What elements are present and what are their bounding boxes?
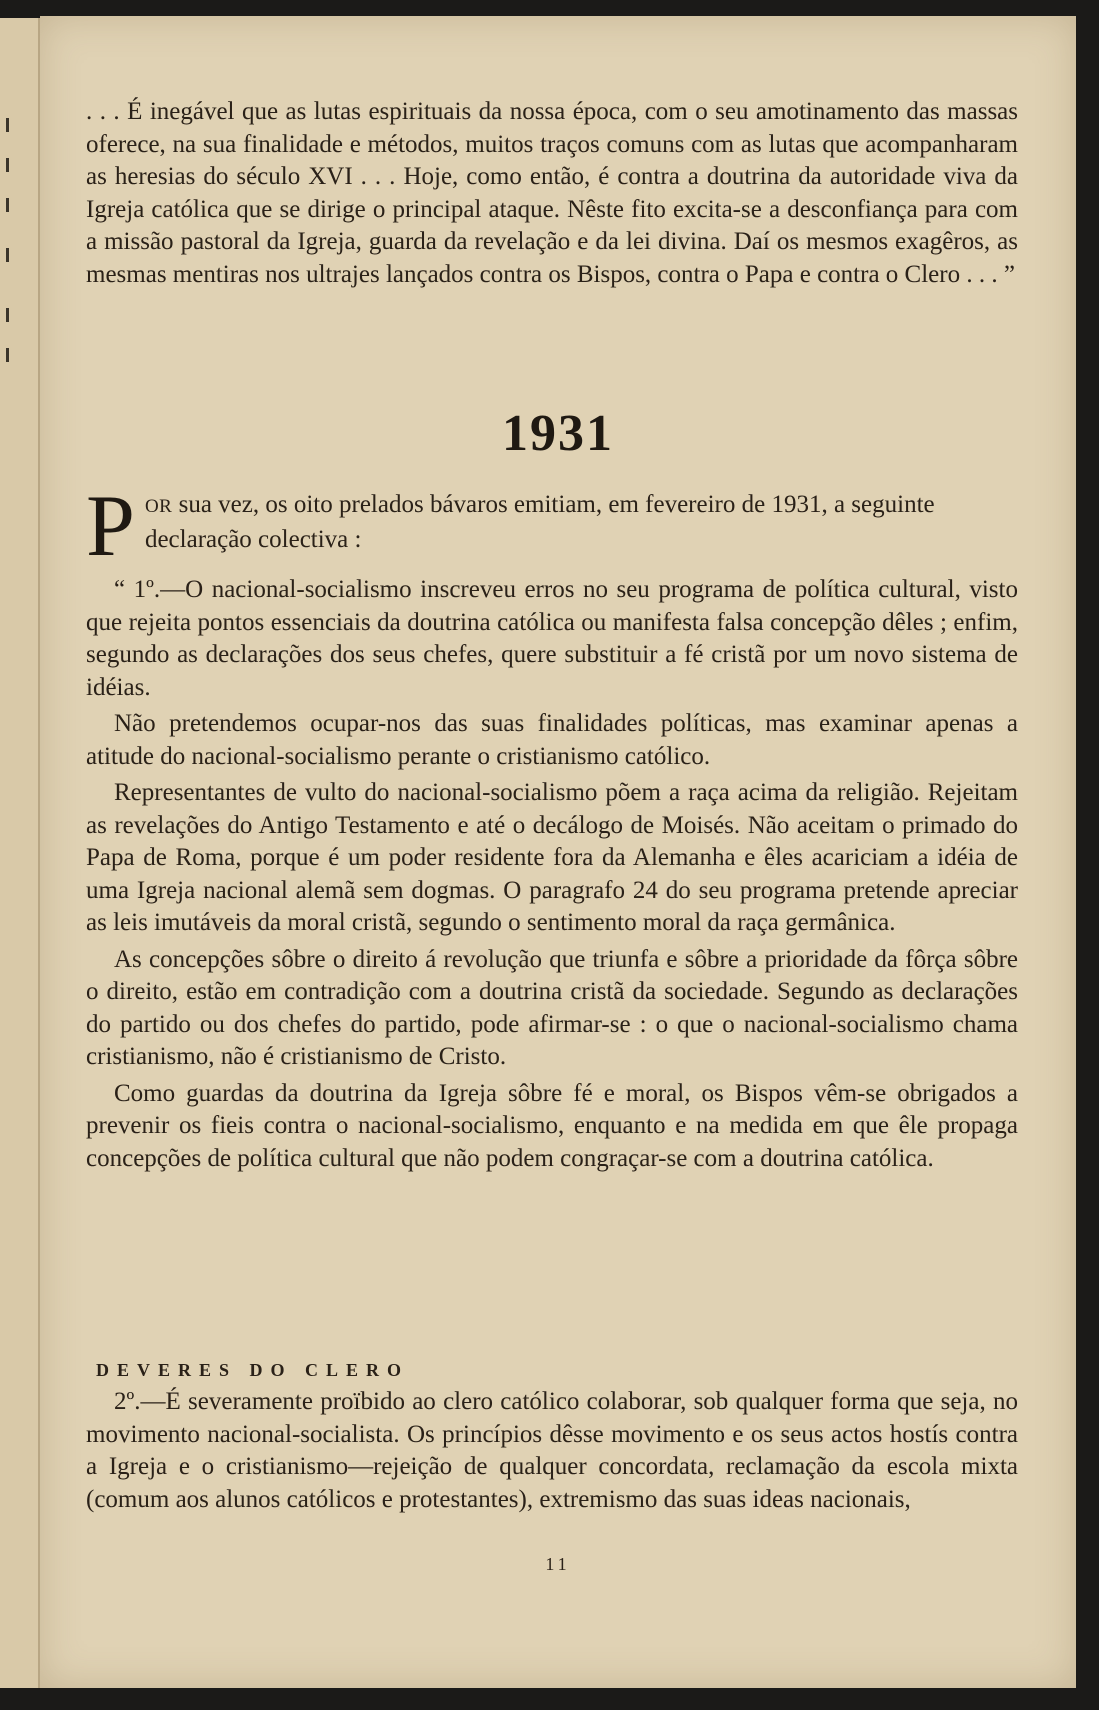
opening-quote: . . . É inegável que as lutas espirituais da nossa época, com o seu amotinamento das massas oferece, na sua finalidade e métodos, muitos traços comuns com as lutas que acompanharam as heresias do século XVI . . . Hoje, como então, é contra a doutrina da autoridade viva da Igreja católica que se dirige o principal ataque. Nêste fito excita-se a desconfiança para com a missão pastoral da Igreja, guarda da revelação e da lei divina. Daí os mesmos exagêros, as mesmas mentiras nos ultrajes lançados contra os Bispos, contra o Papa e contra o Clero . . . ” [86, 98, 1018, 288]
intro-small-caps: OR [144, 496, 173, 517]
paragraph-1: “ 1º.—O nacional-socialismo inscreveu erros no seu programa de política cultural, visto que rejeita pontos essenciais da doutrina católica ou manifesta falsa concepção dêles ; enfim, segundo as declarações dos seus chefes, quere substituir a fé cristã por um novo sistema de idéias. [86, 576, 1018, 701]
paragraph-4: As concepções sôbre o direito á revolução que triunfa e sôbre a prioridade da fôrça sôbre o direito, estão em contradição com a doutrina cristã da sociedade. Segundo as declarações do partido ou dos chefes do partido, pode afirmar-se : o que o nacional-socialismo chama cristianismo, não é cristianismo de Cristo. [86, 945, 1018, 1070]
intro-paragraph [86, 478, 1018, 575]
book-page [40, 16, 1076, 1688]
paragraph-3: Representantes de vulto do nacional-socialismo põem a raça acima da religião. Rejeitam as revelações do Antigo Testamento e até o decálogo de Moisés. Não aceitam o primado do Papa de Roma, porque é um poder residente fora da Alemanha e êles acariciam a idéia de uma Igreja nacional alemã sem dogmas. O paragrafo 24 do seu programa pretende apreciar as leis imutáveis da moral cristã, segundo o sentimento moral da raça germânica. [86, 779, 1018, 936]
section-paragraph: 2º.—É severamente proïbido ao clero católico colaborar, sob qualquer forma que seja, no movimento nacional-socialista. Os princípios dêsse movimento e os seus actos hostís contra a Igreja e o cristianismo—rejeição de qualquer concordata, reclamação da escola mixta (comum aos alunos católicos e protestantes), extremismo das suas ideas nacionais, [86, 1388, 1018, 1513]
declaration-body [86, 574, 1018, 1175]
intro-body: sua vez, os oito prelados bávaros emitiam, em fevereiro de 1931, a seguinte declaração colectiva : [144, 491, 935, 553]
section-heading: DEVERES DO CLERO [96, 1360, 410, 1380]
intro-text [86, 488, 1018, 556]
adjacent-page-edge [0, 18, 40, 1688]
paragraph-5: Como guardas da doutrina da Igreja sôbre fé e moral, os Bispos vêm-se obrigados a prevenir os fieis contra o nacional-socialismo, enquanto e na medida em que êle propaga concepções de política cultural que não podem congraçar-se com a doutrina católica. [86, 1079, 1018, 1172]
edge-mark [6, 348, 9, 362]
page-number: 11 [545, 1554, 571, 1574]
drop-cap: P [86, 478, 135, 575]
edge-mark [6, 198, 9, 212]
year-heading: 1931 [502, 405, 614, 462]
paragraph-2: Não pretendemos ocupar-nos das suas finalidades políticas, mas examinar apenas a atitude do nacional-socialismo perante o cristianismo católico. [86, 710, 1018, 770]
edge-mark [6, 248, 9, 262]
edge-mark [6, 158, 9, 172]
edge-mark [6, 118, 9, 132]
edge-mark [6, 308, 9, 322]
